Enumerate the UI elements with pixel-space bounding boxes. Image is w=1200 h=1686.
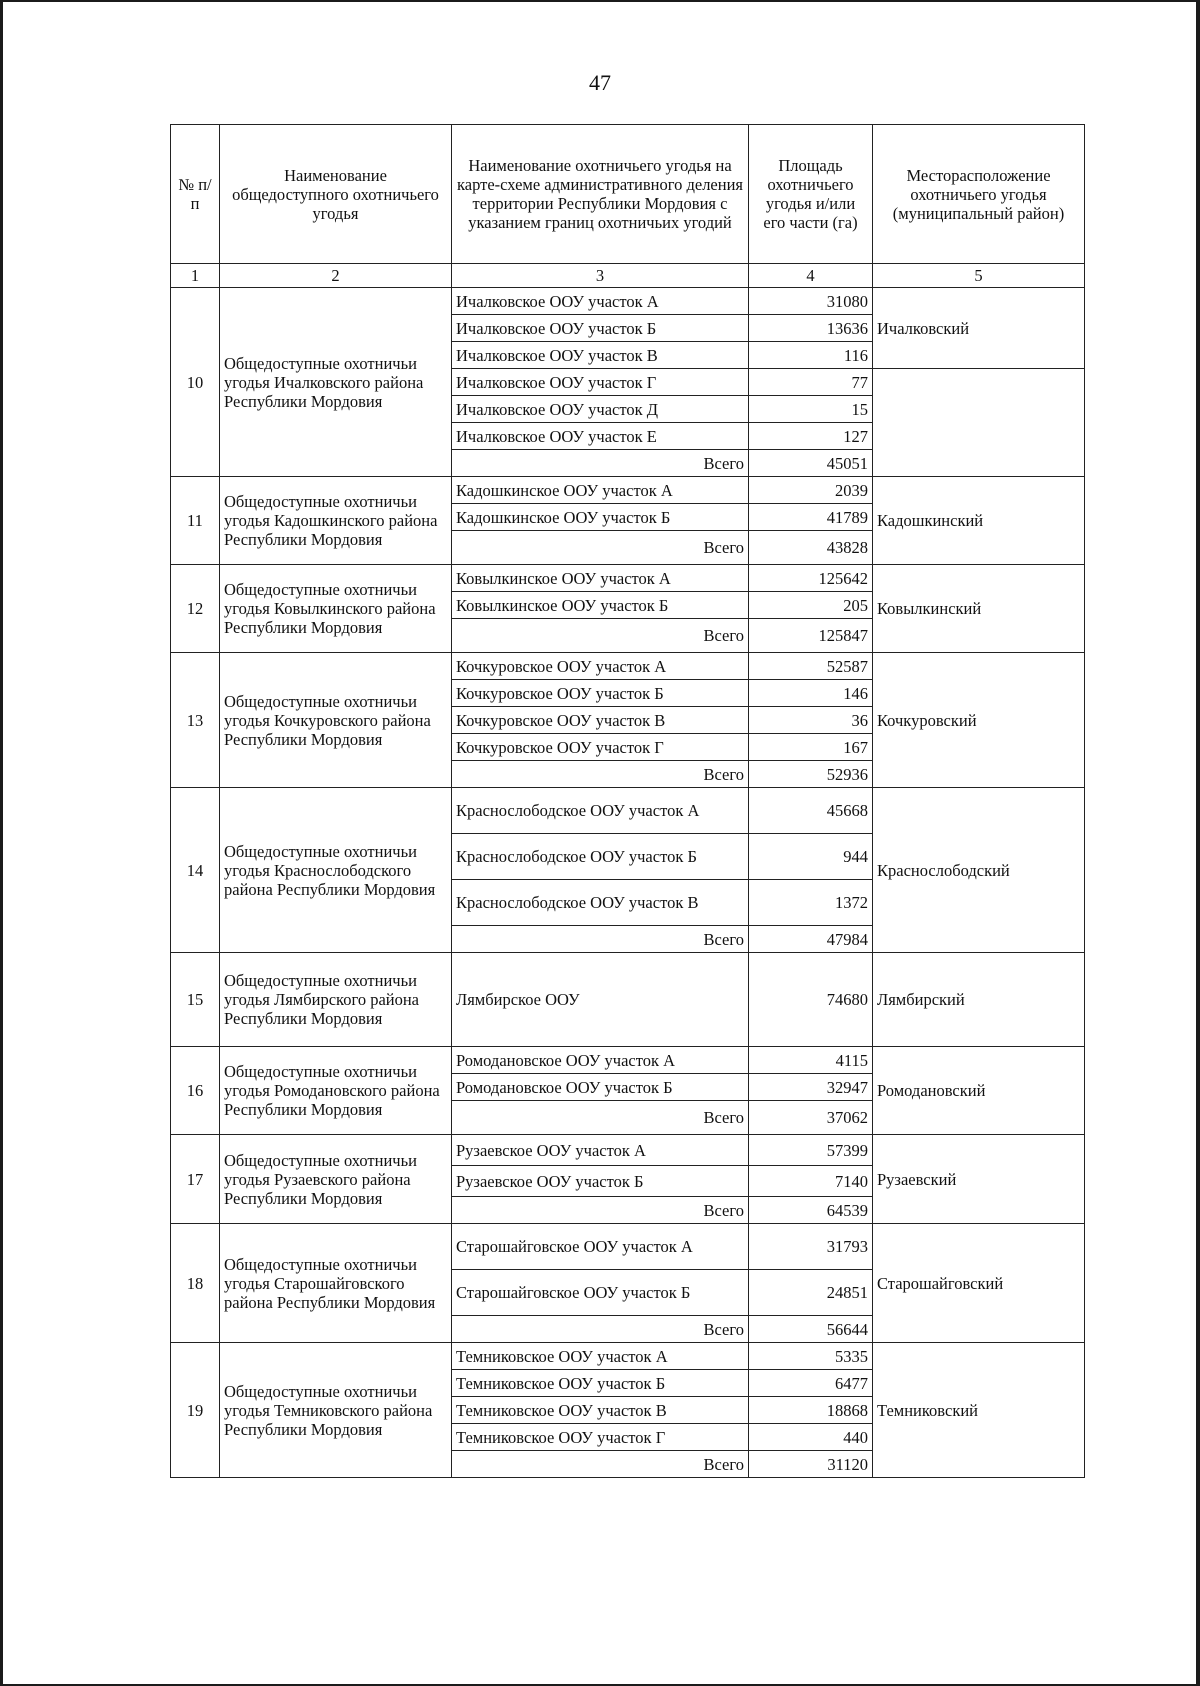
section-name: Кочкуровское ООУ участок Г [452, 734, 749, 761]
section-name: Темниковское ООУ участок Г [452, 1424, 749, 1451]
row-number: 17 [171, 1135, 220, 1224]
section-name: Ковылкинское ООУ участок Б [452, 592, 749, 619]
table-row [171, 788, 1085, 834]
district-name: Кадошкинский [873, 477, 1085, 565]
header-map-name: Наименование охотничьего угодья на карте-схеме административного деления территории Республики Мордовия с указанием границ охотничьих угодий [452, 125, 749, 264]
total-area: 56644 [749, 1316, 873, 1343]
hunting-grounds-table [170, 124, 1085, 1478]
table-row [171, 288, 1085, 315]
column-number: 3 [452, 264, 749, 288]
total-area: 125847 [749, 619, 873, 653]
row-number: 16 [171, 1047, 220, 1135]
section-area: 52587 [749, 653, 873, 680]
district-name: Лямбирский [873, 953, 1085, 1047]
total-label: Всего [452, 450, 749, 477]
total-area: 47984 [749, 926, 873, 953]
header-number: № п/п [171, 125, 220, 264]
section-area: 7140 [749, 1166, 873, 1197]
section-name: Ичалковское ООУ участок Г [452, 369, 749, 396]
section-area: 2039 [749, 477, 873, 504]
section-area: 32947 [749, 1074, 873, 1101]
section-area: 1372 [749, 880, 873, 926]
section-name: Ичалковское ООУ участок Е [452, 423, 749, 450]
section-area: 36 [749, 707, 873, 734]
table-row [171, 1343, 1085, 1370]
total-label: Всего [452, 1101, 749, 1135]
total-label: Всего [452, 619, 749, 653]
section-name: Ромодановское ООУ участок А [452, 1047, 749, 1074]
total-area: 45051 [749, 450, 873, 477]
ground-name: Общедоступные охотничьи угодья Ковылкинского района Республики Мордовия [220, 565, 452, 653]
header-ground-name: Наименование общедоступного охотничьего угодья [220, 125, 452, 264]
district-name: Старошайговский [873, 1224, 1085, 1343]
page-number: 47 [589, 70, 611, 95]
section-name: Краснослободское ООУ участок В [452, 880, 749, 926]
total-area: 64539 [749, 1197, 873, 1224]
section-area: 4115 [749, 1047, 873, 1074]
row-number: 13 [171, 653, 220, 788]
total-label: Всего [452, 1316, 749, 1343]
section-area: 13636 [749, 315, 873, 342]
district-name: Ромодановский [873, 1047, 1085, 1135]
ground-name: Общедоступные охотничьи угодья Темниковского района Республики Мордовия [220, 1343, 452, 1478]
table-row [171, 477, 1085, 504]
row-number: 11 [171, 477, 220, 565]
section-area: 41789 [749, 504, 873, 531]
section-area: 18868 [749, 1397, 873, 1424]
section-name: Старошайговское ООУ участок А [452, 1224, 749, 1270]
section-name: Краснослободское ООУ участок Б [452, 834, 749, 880]
column-number: 5 [873, 264, 1085, 288]
total-area: 37062 [749, 1101, 873, 1135]
district-name: Краснослободский [873, 788, 1085, 953]
row-number: 19 [171, 1343, 220, 1478]
section-name: Кочкуровское ООУ участок В [452, 707, 749, 734]
header-row [171, 125, 1085, 264]
section-area: 167 [749, 734, 873, 761]
row-number: 14 [171, 788, 220, 953]
header-location: Месторасположение охотничьего угодья (муниципальный район) [873, 125, 1085, 264]
ground-name: Общедоступные охотничьи угодья Кочкуровского района Республики Мордовия [220, 653, 452, 788]
column-number: 4 [749, 264, 873, 288]
ground-name: Общедоступные охотничьи угодья Краснослободского района Республики Мордовия [220, 788, 452, 953]
table-row [171, 1224, 1085, 1270]
ground-name: Общедоступные охотничьи угодья Рузаевского района Республики Мордовия [220, 1135, 452, 1224]
total-label: Всего [452, 1451, 749, 1478]
table-row [171, 653, 1085, 680]
ground-name: Общедоступные охотничьи угодья Ромодановского района Республики Мордовия [220, 1047, 452, 1135]
section-area: 116 [749, 342, 873, 369]
section-name: Рузаевское ООУ участок Б [452, 1166, 749, 1197]
column-number: 2 [220, 264, 452, 288]
district-empty [873, 369, 1085, 477]
total-label: Всего [452, 926, 749, 953]
section-area: 74680 [749, 953, 873, 1047]
section-name: Рузаевское ООУ участок А [452, 1135, 749, 1166]
section-name: Лямбирское ООУ [452, 953, 749, 1047]
district-name: Ковылкинский [873, 565, 1085, 653]
section-area: 77 [749, 369, 873, 396]
section-area: 6477 [749, 1370, 873, 1397]
section-area: 125642 [749, 565, 873, 592]
district-name: Темниковский [873, 1343, 1085, 1478]
section-area: 127 [749, 423, 873, 450]
row-number: 10 [171, 288, 220, 477]
section-area: 57399 [749, 1135, 873, 1166]
section-name: Ичалковское ООУ участок Д [452, 396, 749, 423]
section-area: 45668 [749, 788, 873, 834]
section-name: Краснослободское ООУ участок А [452, 788, 749, 834]
table-row [171, 565, 1085, 592]
table-row [171, 953, 1085, 1047]
section-name: Ичалковское ООУ участок В [452, 342, 749, 369]
section-name: Ичалковское ООУ участок Б [452, 315, 749, 342]
total-area: 52936 [749, 761, 873, 788]
section-area: 440 [749, 1424, 873, 1451]
section-area: 146 [749, 680, 873, 707]
total-label: Всего [452, 761, 749, 788]
total-label: Всего [452, 1197, 749, 1224]
table-row [171, 1047, 1085, 1074]
section-area: 15 [749, 396, 873, 423]
section-name: Ромодановское ООУ участок Б [452, 1074, 749, 1101]
district-name: Ичалковский [873, 288, 1085, 369]
section-area: 205 [749, 592, 873, 619]
total-area: 43828 [749, 531, 873, 565]
district-name: Кочкуровский [873, 653, 1085, 788]
section-name: Кадошкинское ООУ участок А [452, 477, 749, 504]
total-label: Всего [452, 531, 749, 565]
header-area: Площадь охотничьего угодья и/или его части (га) [749, 125, 873, 264]
section-name: Старошайговское ООУ участок Б [452, 1270, 749, 1316]
column-number: 1 [171, 264, 220, 288]
section-name: Темниковское ООУ участок Б [452, 1370, 749, 1397]
district-name: Рузаевский [873, 1135, 1085, 1224]
ground-name: Общедоступные охотничьи угодья Ичалковского района Республики Мордовия [220, 288, 452, 477]
section-area: 31080 [749, 288, 873, 315]
table-row [171, 1135, 1085, 1166]
section-area: 944 [749, 834, 873, 880]
section-name: Ковылкинское ООУ участок А [452, 565, 749, 592]
row-number: 18 [171, 1224, 220, 1343]
ground-name: Общедоступные охотничьи угодья Лямбирского района Республики Мордовия [220, 953, 452, 1047]
column-numbers-row [171, 264, 1085, 288]
section-name: Кочкуровское ООУ участок Б [452, 680, 749, 707]
section-name: Темниковское ООУ участок А [452, 1343, 749, 1370]
row-number: 12 [171, 565, 220, 653]
total-area: 31120 [749, 1451, 873, 1478]
section-area: 31793 [749, 1224, 873, 1270]
ground-name: Общедоступные охотничьи угодья Кадошкинского района Республики Мордовия [220, 477, 452, 565]
section-area: 24851 [749, 1270, 873, 1316]
section-name: Кадошкинское ООУ участок Б [452, 504, 749, 531]
section-name: Темниковское ООУ участок В [452, 1397, 749, 1424]
section-name: Ичалковское ООУ участок А [452, 288, 749, 315]
section-name: Кочкуровское ООУ участок А [452, 653, 749, 680]
section-area: 5335 [749, 1343, 873, 1370]
row-number: 15 [171, 953, 220, 1047]
ground-name: Общедоступные охотничьи угодья Старошайговского района Республики Мордовия [220, 1224, 452, 1343]
